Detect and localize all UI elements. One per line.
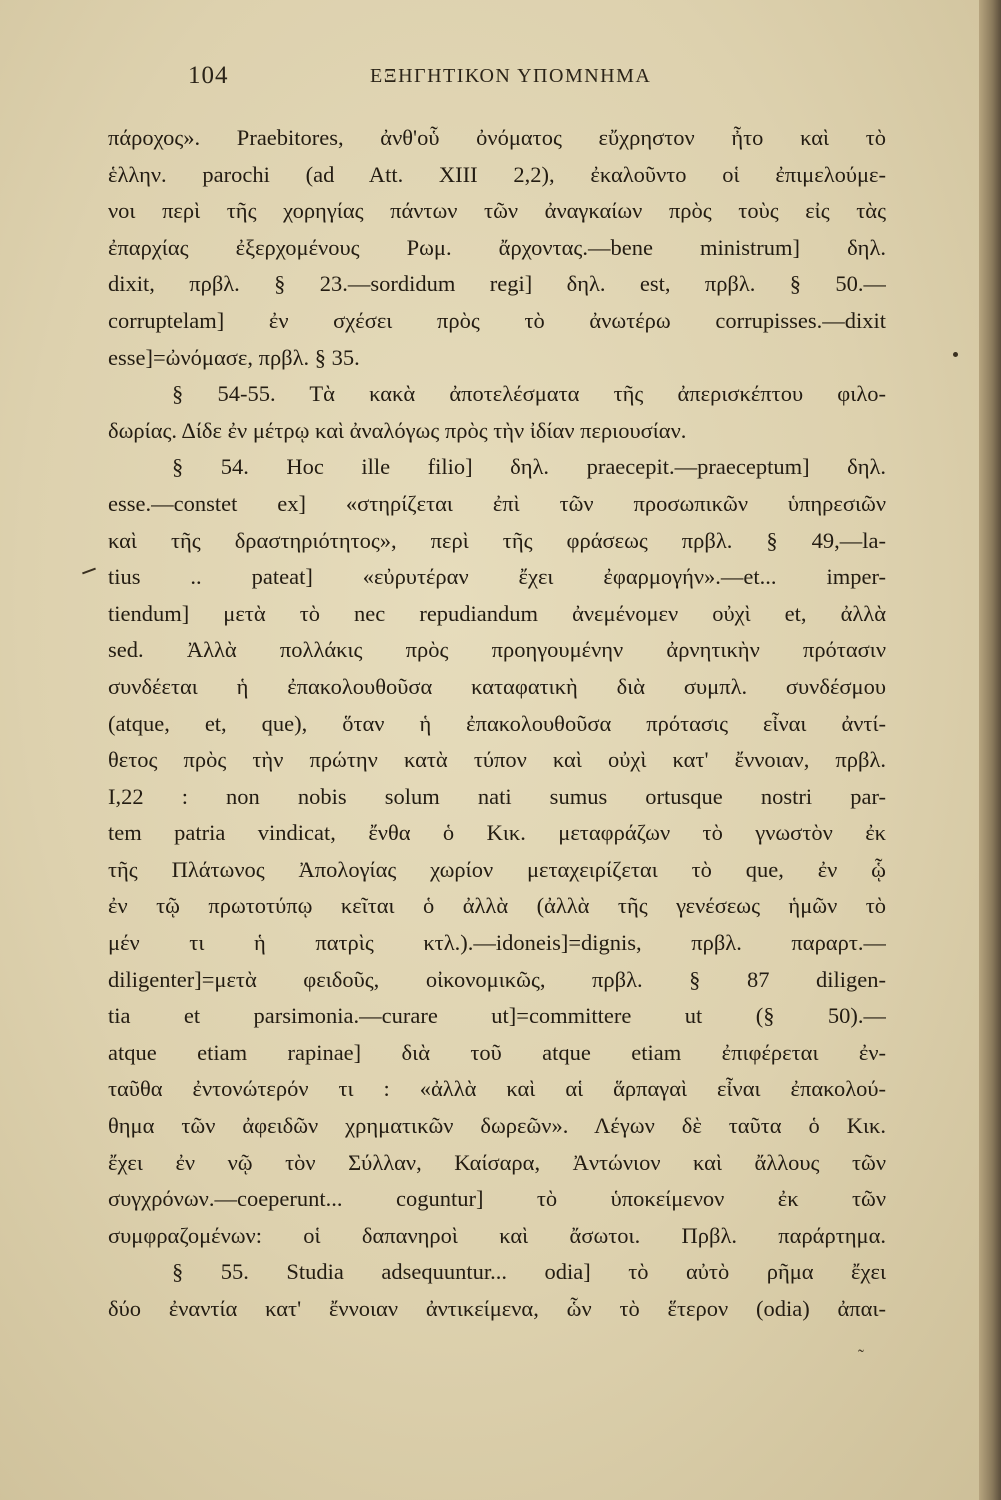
text-line: tem patria vindicat, ἔνθα ὁ Κικ. μεταφράζων τὸ γνωστὸν ἐκ (108, 820, 886, 846)
margin-dot (953, 352, 958, 357)
page-header (0, 62, 1001, 92)
margin-mark (82, 568, 96, 575)
text-line: I,22 : non nobis solum nati sumus ortusque nostri par- (108, 783, 886, 809)
text-line: νοι περὶ τῆς χορηγίας πάντων τῶν ἀναγκαίων πρὸς τοὺς εἰς τὰς (108, 198, 886, 224)
section-start-line: § 54. Hoc ille filio] δηλ. praecepit.—praeceptum] δηλ. (172, 454, 886, 480)
text-line: corruptelam] ἐν σχέσει πρὸς τὸ ἀνωτέρω corrupisses.—dixit (108, 307, 886, 333)
text-line: tius .. pateat] «εὐρυτέραν ἔχει ἐφαρμογήν».—et... imper- (108, 564, 886, 590)
text-line: δωρίας. Δίδε ἐν μέτρῳ καὶ ἀναλόγως πρὸς τὴν ἰδίαν περιουσίαν. (108, 417, 687, 443)
text-line: esse]=ὠνόμασε, πρβλ. § 35. (108, 344, 360, 370)
text-line: ἑλλην. parochi (ad Att. XIII 2,2), ἐκαλοῦντο οἱ ἐπιμελούμε- (108, 161, 886, 187)
ink-squiggle: ˜ (858, 1346, 864, 1366)
text-line: συνδέεται ἡ ἐπακολουθοῦσα καταφατικὴ διὰ συμπλ. συνδέσμου (108, 673, 886, 699)
text-line: (atque, et, que), ὅταν ἡ ἐπακολουθοῦσα πρότασις εἶναι ἀντί- (108, 710, 886, 736)
text-line: συγχρόνων.—coeperunt... coguntur] τὸ ὑποκείμενον ἐκ τῶν (108, 1186, 886, 1212)
text-line: ἐπαρχίας ἐξερχομένους Ρωμ. ἄρχοντας.—bene ministrum] δηλ. (108, 234, 886, 260)
text-line: θετος πρὸς τὴν πρώτην κατὰ τύπον καὶ οὐχὶ κατ' ἔννοιαν, πρβλ. (108, 747, 886, 773)
text-line: συμφραζομένων: οἱ δαπανηροὶ καὶ ἄσωτοι. Πρβλ. παράρτημα. (108, 1222, 886, 1248)
section-start-line: § 55. Studia adsequuntur... odia] τὸ αὐτὸ ρῆμα ἔχει (172, 1259, 886, 1285)
text-line: esse.—constet ex] «στηρίζεται ἐπὶ τῶν προσωπικῶν ὑπηρεσιῶν (108, 490, 886, 516)
text-line: μέν τι ἡ πατρὶς κτλ.).—idoneis]=dignis, πρβλ. παραρτ.— (108, 930, 886, 956)
section-heading-line: § 54-55. Τὰ κακὰ ἀποτελέσματα τῆς ἀπερισκέπτου φιλο- (172, 381, 886, 407)
text-line: ἐν τῷ πρωτοτύπῳ κεῖται ὁ ἀλλὰ (ἀλλὰ τῆς γενέσεως ἡμῶν τὸ (108, 893, 886, 919)
text-line: δύο ἐναντία κατ' ἔννοιαν ἀντικείμενα, ὧν τὸ ἕτερον (odia) ἀπαι- (108, 1296, 886, 1321)
text-line: πάροχος». Praebitores, ἀνθ'οὗ ὀνόματος εὔχρηστον ἦτο καὶ τὸ (108, 125, 886, 150)
page-number: 104 (188, 62, 229, 89)
text-line: dixit, πρβλ. § 23.—sordidum regi] δηλ. est, πρβλ. § 50.— (108, 271, 886, 297)
commentary-text (108, 120, 886, 1328)
page-edge (979, 0, 1001, 1500)
text-line: tiendum] μετὰ τὸ nec repudiandum ἀνεμένομεν οὐχὶ et, ἀλλὰ (108, 600, 886, 626)
text-line: tia et parsimonia.—curare ut]=committere ut (§ 50).— (108, 1003, 886, 1029)
text-line: atque etiam rapinae] διὰ τοῦ atque etiam ἐπιφέρεται ἐν- (108, 1039, 886, 1065)
text-line: ἔχει ἐν νῷ τὸν Σύλλαν, Καίσαρα, Ἀντώνιον καὶ ἄλλους τῶν (108, 1149, 886, 1175)
text-line: καὶ τῆς δραστηριότητος», περὶ τῆς φράσεως πρβλ. § 49,—la- (108, 527, 886, 553)
running-title: ΕΞΗΓΗΤΙΚΟΝ ΥΠΟΜΝΗΜΑ (370, 65, 652, 87)
text-line: θημα τῶν ἀφειδῶν χρηματικῶν δωρεῶν». Λέγων δὲ ταῦτα ὁ Κικ. (108, 1113, 886, 1139)
text-line: sed. Ἀλλὰ πολλάκις πρὸς προηγουμένην ἀρνητικὴν πρότασιν (108, 637, 886, 663)
text-line: diligenter]=μετὰ φειδοῦς, οἰκονομικῶς, πρβλ. § 87 diligen- (108, 966, 886, 992)
text-line: τῆς Πλάτωνος Ἀπολογίας χωρίον μεταχειρίζεται τὸ que, ἐν ᾧ (108, 856, 886, 882)
text-line: ταῦθα ἐντονώτερόν τι : «ἀλλὰ καὶ αἱ ἅρπαγαὶ εἶναι ἐπακολού- (108, 1076, 886, 1102)
